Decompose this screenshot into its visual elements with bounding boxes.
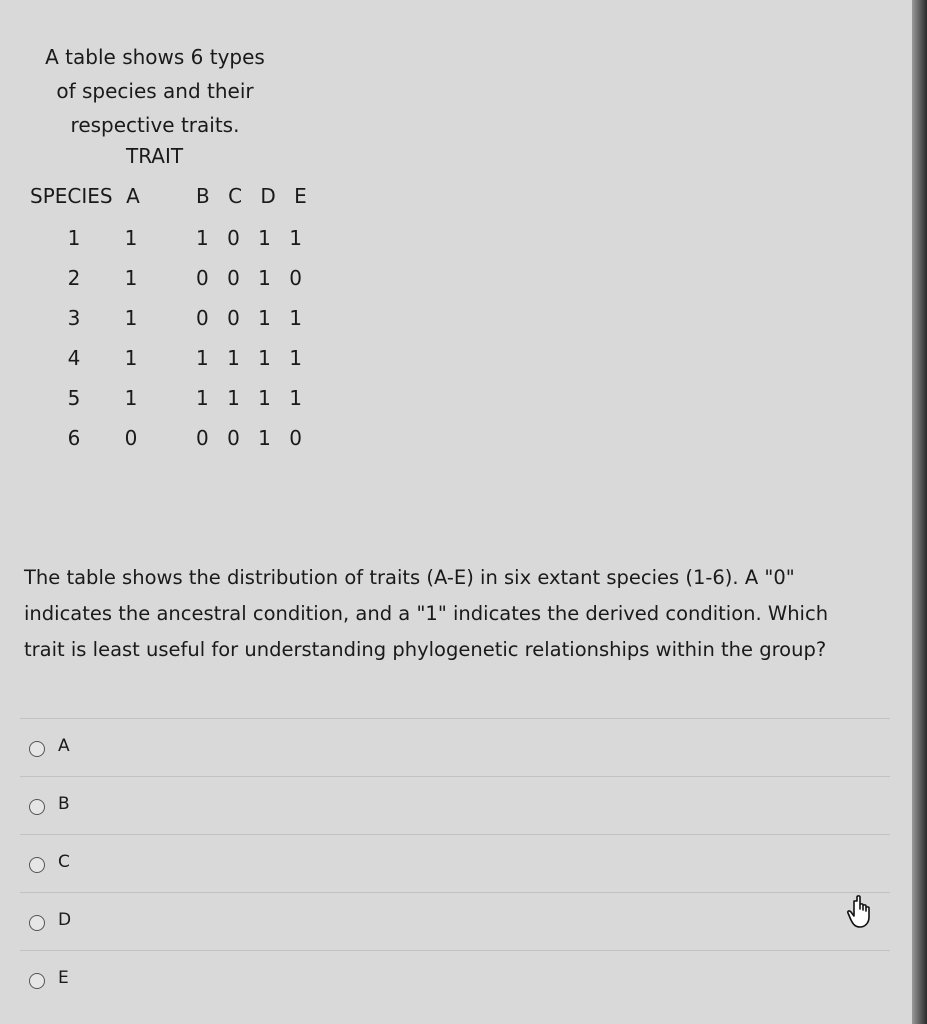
hand-pointer-icon [846, 895, 876, 929]
species-number: 6 [67, 426, 81, 450]
screen-edge [912, 0, 927, 1024]
radio-button[interactable] [29, 857, 45, 873]
option-label: C [58, 852, 70, 872]
trait-header: TRAIT [126, 144, 184, 168]
question-line: The table shows the distribution of traits (A-E) in six extant species (1-6). A "0" [24, 566, 795, 589]
species-number: 1 [67, 226, 81, 250]
option-label: D [58, 910, 72, 930]
trait-bcde-values: 1 1 1 1 [196, 386, 308, 410]
trait-a-value: 1 [124, 306, 138, 330]
answer-option-d[interactable] [20, 892, 890, 951]
question-line: indicates the ancestral condition, and a "1" indicates the derived condition. Which [24, 602, 829, 625]
radio-button[interactable] [29, 973, 45, 989]
trait-bcde-values: 1 0 1 1 [196, 226, 308, 250]
option-label: E [58, 968, 69, 988]
trait-a-value: 0 [124, 426, 138, 450]
species-number: 5 [67, 386, 81, 410]
species-number: 3 [67, 306, 81, 330]
trait-bcde-values: 0 0 1 1 [196, 306, 308, 330]
col-bcde-header: B C D E [196, 184, 313, 208]
question-line: trait is least useful for understanding phylogenetic relationships within the group? [24, 638, 827, 661]
radio-button[interactable] [29, 799, 45, 815]
trait-bcde-values: 0 0 1 0 [196, 266, 308, 290]
trait-a-value: 1 [124, 226, 138, 250]
radio-button[interactable] [29, 915, 45, 931]
trait-bcde-values: 0 0 1 0 [196, 426, 308, 450]
trait-a-value: 1 [124, 266, 138, 290]
table-intro-text [20, 40, 290, 142]
trait-a-value: 1 [124, 346, 138, 370]
col-a-header: A [126, 184, 140, 208]
answer-option-e[interactable] [20, 950, 890, 1009]
answer-option-c[interactable] [20, 834, 890, 893]
species-number: 2 [67, 266, 81, 290]
species-header: SPECIES [30, 184, 113, 208]
species-number: 4 [67, 346, 81, 370]
answer-option-a[interactable] [20, 718, 890, 777]
trait-a-value: 1 [124, 386, 138, 410]
trait-bcde-values: 1 1 1 1 [196, 346, 308, 370]
option-label: B [58, 794, 70, 814]
intro-line: A table shows 6 types [45, 45, 265, 69]
answer-option-b[interactable] [20, 776, 890, 835]
question-text [24, 560, 894, 668]
intro-line: of species and their [56, 79, 254, 103]
intro-line: respective traits. [70, 113, 240, 137]
radio-button[interactable] [29, 741, 45, 757]
option-label: A [58, 736, 70, 756]
